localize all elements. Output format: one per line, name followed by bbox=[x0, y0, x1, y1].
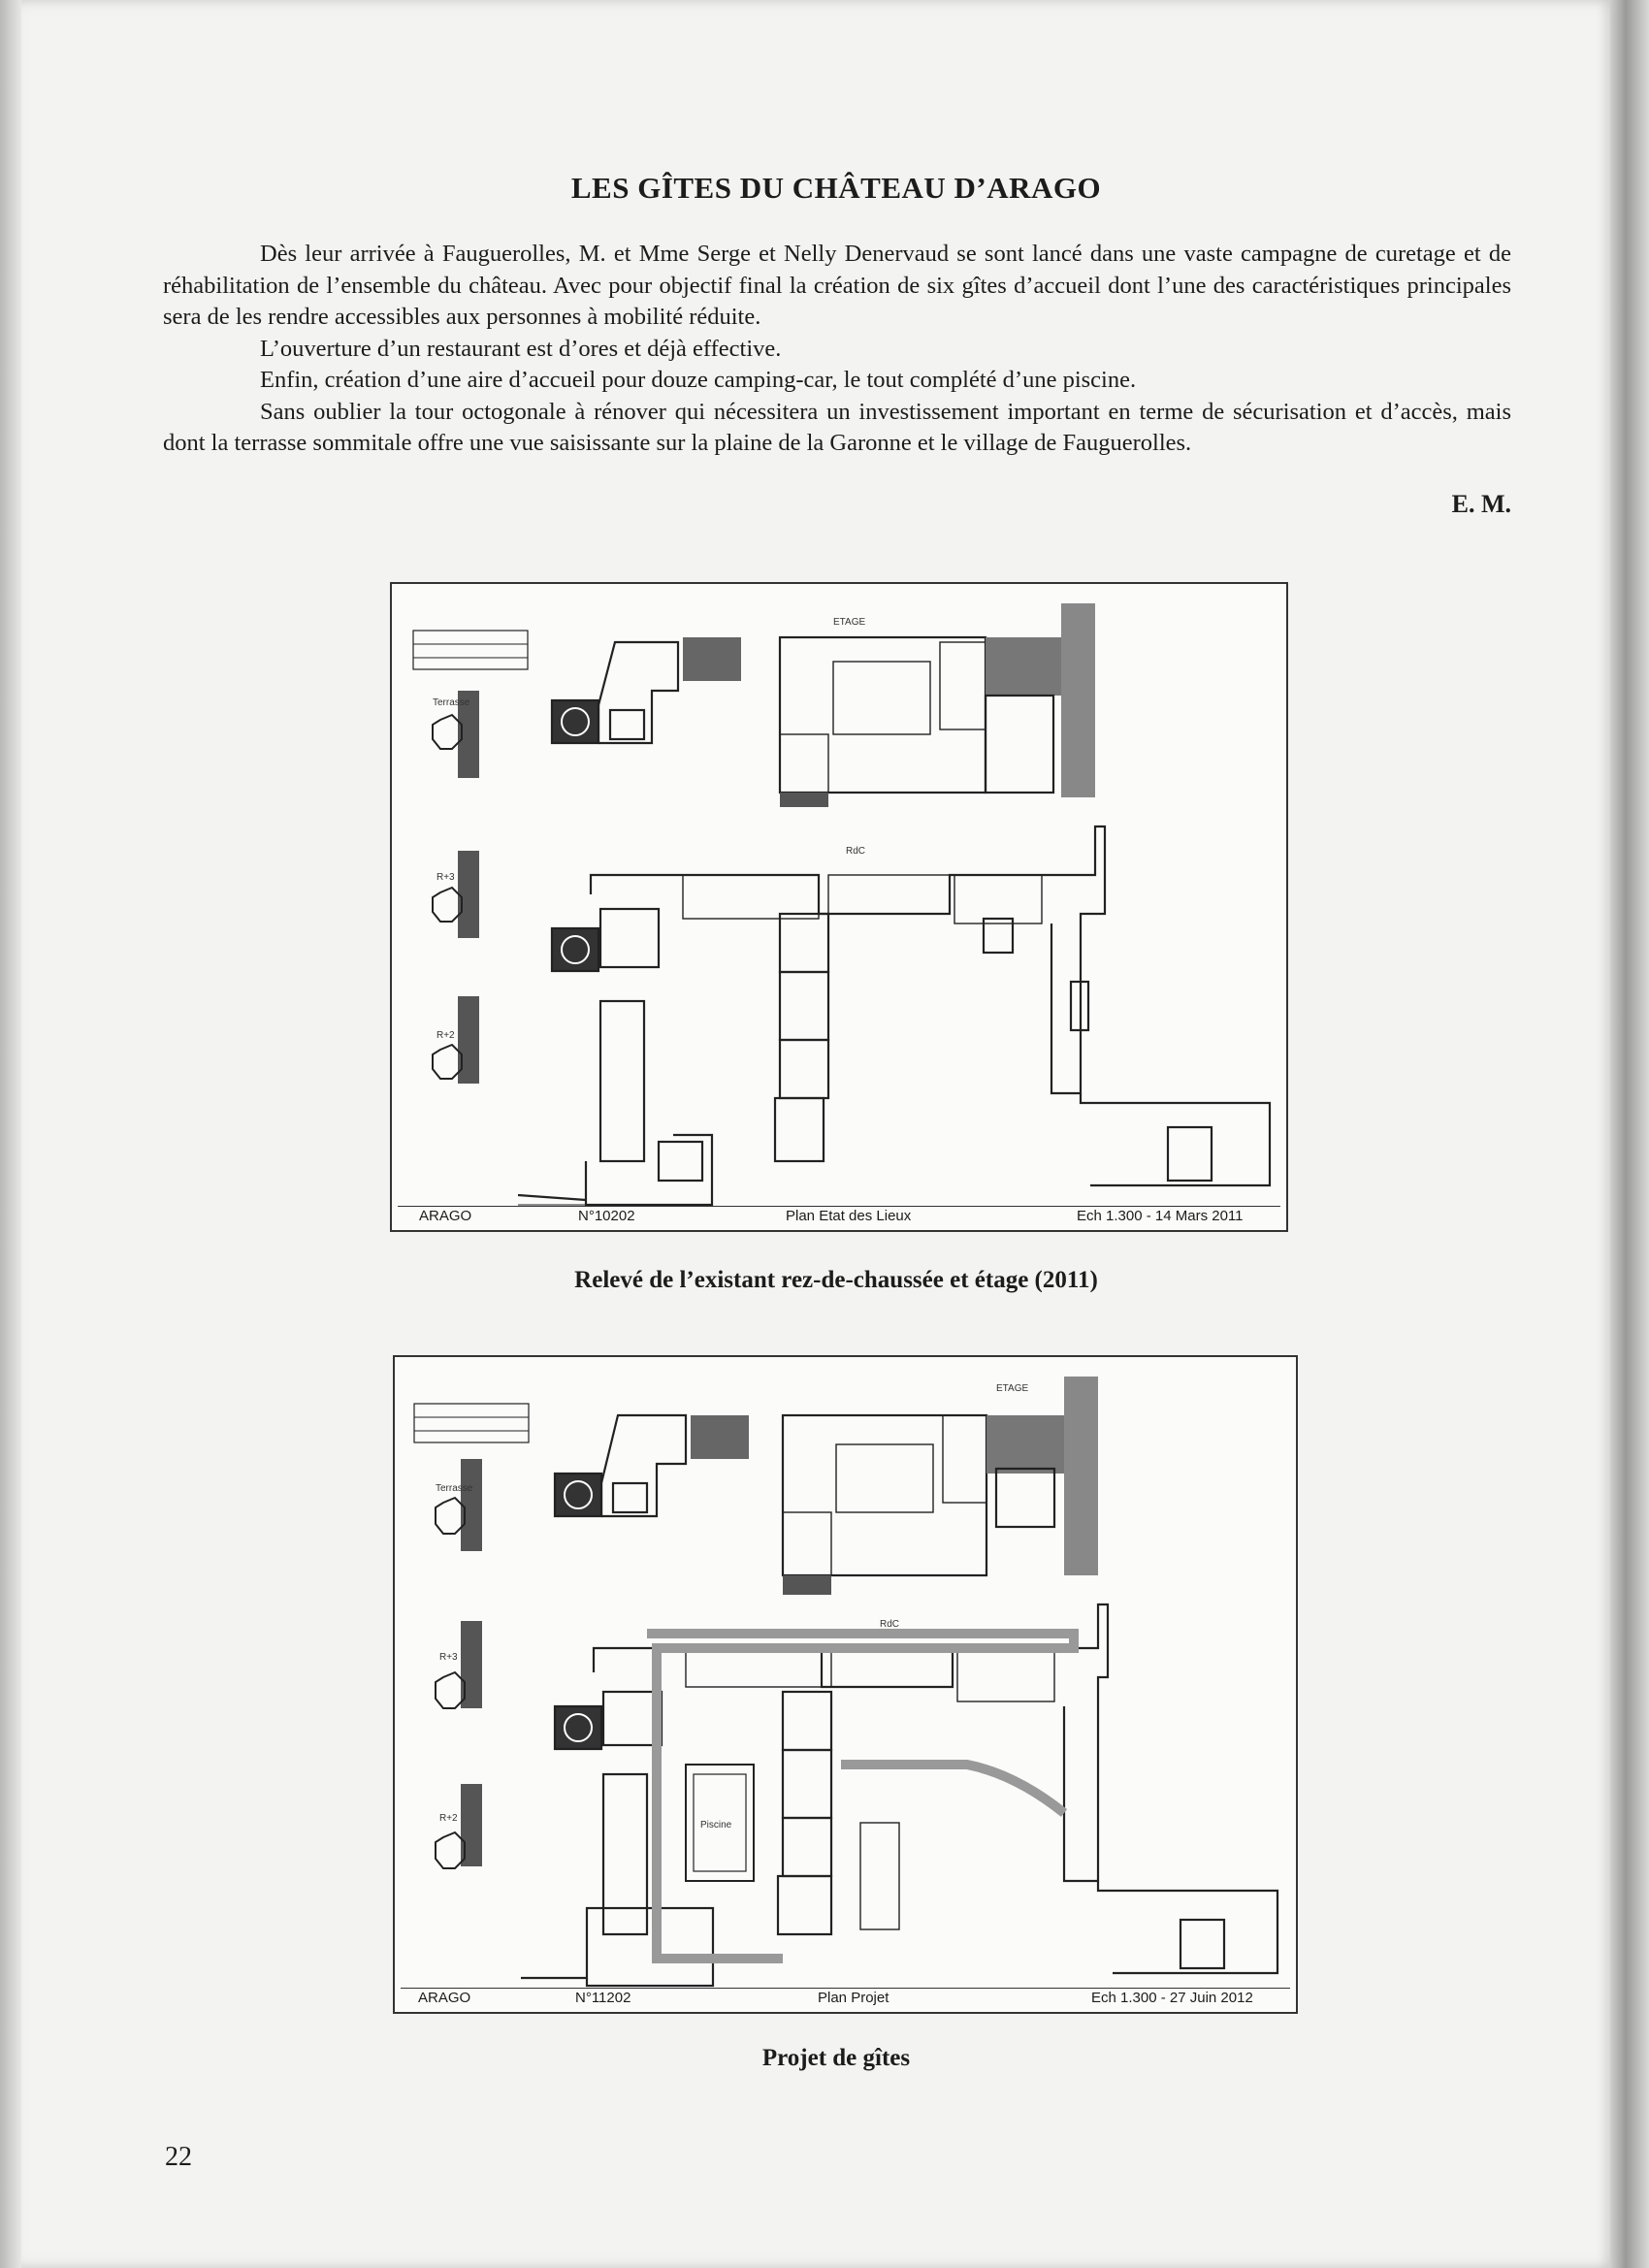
floor-plan-project bbox=[393, 1355, 1298, 2014]
plan-level-label: RdC bbox=[846, 846, 866, 857]
figure-caption: Relevé de l’existant rez-de-chaussée et étage (2011) bbox=[574, 1267, 1098, 1293]
page-binding-shadow bbox=[0, 0, 21, 2268]
plan-title-block bbox=[398, 1206, 1280, 1226]
figure-caption: Projet de gîtes bbox=[761, 2045, 911, 2071]
article-paragraph: Sans oublier la tour octogonale à rénover qui nécessitera un investissement important en terme de sécurisation et d’accès, mais dont la terrasse sommitale offre une vue saisissante sur la plaine de la Garonne et le village de Fauguerolles. bbox=[163, 398, 1511, 456]
plan-title-block bbox=[401, 1988, 1290, 2008]
title-block-site: ARAGO bbox=[419, 1208, 472, 1224]
article-title: LES GÎTES DU CHÂTEAU D’ARAGO bbox=[570, 171, 1102, 205]
title-block-scale: Ech 1.300 - 14 Mars 2011 bbox=[1077, 1208, 1244, 1224]
page-edge-shadow bbox=[1610, 0, 1649, 2268]
plan-level-label: R+3 bbox=[436, 872, 455, 883]
plan-level-label: R+2 bbox=[436, 1030, 455, 1041]
plan-level-label: Terrasse bbox=[436, 1483, 473, 1494]
floor-plan-drawing bbox=[395, 1357, 1296, 2012]
title-block-site: ARAGO bbox=[418, 1990, 471, 2006]
floor-plan-existing bbox=[390, 582, 1288, 1232]
article-signature: E. M. bbox=[1451, 490, 1511, 518]
plan-level-label: RdC bbox=[880, 1619, 900, 1630]
plan-level-label: Terrasse bbox=[433, 697, 470, 708]
plan-room-label: Piscine bbox=[700, 1820, 732, 1831]
article-paragraph: L’ouverture d’un restaurant est d’ores et déjà effective. bbox=[260, 335, 782, 362]
title-block-name: Plan Projet bbox=[818, 1990, 889, 2006]
plan-level-label: R+3 bbox=[439, 1652, 458, 1663]
article-paragraph: Dès leur arrivée à Fauguerolles, M. et Mme Serge et Nelly Denervaud se sont lancé dans une vaste campagne de curetage et de réhabilitation de l’ensemble du château. Avec pour objectif final la création de six gîtes d’accueil dont l’une des caractéristiques principales sera de les rendre accessibles aux personnes à mobilité réduite. bbox=[163, 241, 1511, 330]
title-block-name: Plan Etat des Lieux bbox=[786, 1208, 912, 1224]
title-block-scale: Ech 1.300 - 27 Juin 2012 bbox=[1091, 1990, 1253, 2006]
article-body bbox=[163, 239, 1511, 460]
floor-plan-drawing bbox=[392, 584, 1286, 1230]
plan-level-label: ETAGE bbox=[996, 1383, 1029, 1394]
title-block-number: N°11202 bbox=[575, 1990, 631, 2006]
page-number: 22 bbox=[165, 2142, 192, 2172]
plan-level-label: R+2 bbox=[439, 1813, 458, 1824]
article-paragraph: Enfin, création d’une aire d’accueil pour douze camping-car, le tout complété d’une piscine. bbox=[260, 367, 1137, 393]
plan-level-label: ETAGE bbox=[833, 617, 866, 628]
title-block-number: N°10202 bbox=[578, 1208, 635, 1224]
